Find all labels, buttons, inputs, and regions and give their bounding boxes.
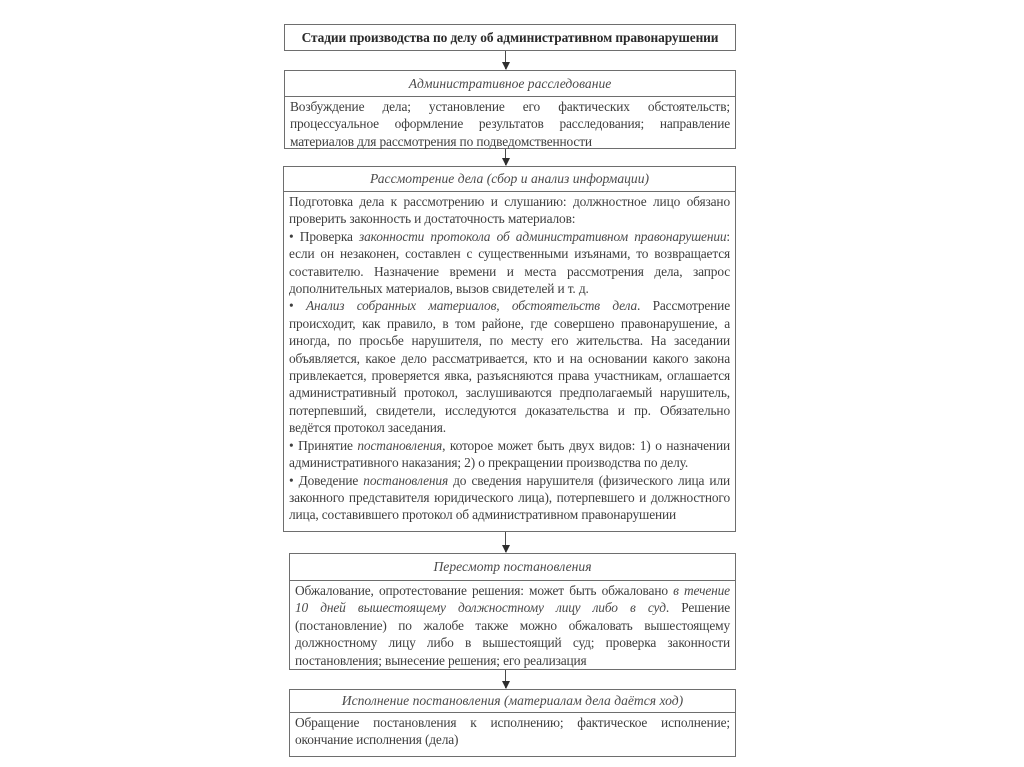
diagram-title-box: [284, 24, 736, 51]
stage-heading: Административное расследование: [285, 71, 735, 97]
stage-text: [284, 192, 735, 524]
bullet-lead: Принятие: [298, 437, 358, 453]
bullet-icon: •: [289, 437, 294, 453]
bullet-emphasis: постановления: [357, 437, 443, 453]
bullet-emphasis: постановления: [363, 472, 449, 488]
bullet-item: [289, 297, 730, 436]
stage-description: [295, 582, 730, 669]
stage-text: [285, 97, 735, 150]
bullet-text: : если он незаконен, составлен с существенными изъянами, то возвращается составителю. Назначение времени и места рассмотрения дела, запрос дополнительных материалов, вызов свидетелей и т. д.: [289, 228, 730, 297]
bullet-item: [289, 228, 730, 298]
stage-lead: Обжалование, опротестование решения: может быть обжаловано: [295, 583, 674, 598]
stage-execution: [289, 689, 736, 757]
stage-heading: Пересмотр постановления: [290, 554, 735, 581]
bullet-text: до сведения нарушителя (физического лица или законного представителя юридического лица), потерпевшего и должностного лица, составившего протокол об административном правонарушении: [289, 472, 730, 523]
bullet-icon: •: [289, 472, 294, 488]
arrow-down-icon: [505, 670, 506, 688]
arrow-down-icon: [505, 149, 506, 165]
arrow-down-icon: [505, 51, 506, 69]
stage-description: Возбуждение дела; установление его фактических обстоятельств; процессуальное оформление результатов расследования; направление материалов для рассмотрения по подведомственности: [290, 99, 730, 149]
arrow-down-icon: [505, 532, 506, 552]
bullet-emphasis: законности протокола об административном правонарушении: [359, 228, 727, 244]
bullet-text: , которое может быть двух видов: 1) о назначении административного наказания; 2) о прекращении производства по делу.: [289, 437, 730, 471]
stage-case-review: [283, 166, 736, 532]
bullet-icon: •: [289, 298, 294, 314]
stage-rest: . Решение (постановление) по жалобе также можно обжаловать вышестоящему должностному лицу либо в вышестоящий суд; проверка законности постановления; вынесение решения; его реализация: [295, 600, 730, 668]
stage-text: [290, 713, 735, 749]
bullet-item: [289, 472, 730, 524]
stage-text: [290, 581, 735, 669]
bullet-item: [289, 437, 730, 472]
stage-intro: Подготовка дела к рассмотрению и слушанию: должностное лицо обязано проверить законность и достаточность материалов:: [289, 194, 730, 227]
bullet-text: . Рассмотрение происходит, как правило, в том районе, где совершено правонарушение, а иногда, по просьбе нарушителя, по месту его жительства. На заседании объявляется, какое дело рассматривается, кто и на основании какого закона привлекается, проверяется явка, разъясняются права участникам, оглашается административный протокол, заслушиваются предполагаемый нарушитель, потерпевший, свидетели, исследуются доказательства и пр. Обязательно ведётся протокол заседания.: [289, 298, 730, 436]
stage-emphasis: в течение 10 дней вышестоящему должностному лицу либо в суд: [295, 583, 730, 616]
bullet-lead: Проверка: [299, 228, 360, 244]
stage-investigation: [284, 70, 736, 149]
bullet-icon: •: [289, 228, 294, 244]
bullet-emphasis: Анализ собранных материалов, обстоятельств дела: [305, 298, 637, 314]
diagram-title: Стадии производства по делу об административном правонарушении: [301, 29, 719, 45]
stage-description: Обращение постановления к исполнению; фактическое исполнение; окончание исполнения (дела): [295, 715, 730, 748]
stage-heading: Исполнение постановления (материалам дела даётся ход): [290, 690, 735, 713]
bullet-lead: Доведение: [298, 472, 364, 488]
stage-decision-review: [289, 553, 736, 670]
stage-heading: Рассмотрение дела (сбор и анализ информации): [284, 167, 735, 192]
